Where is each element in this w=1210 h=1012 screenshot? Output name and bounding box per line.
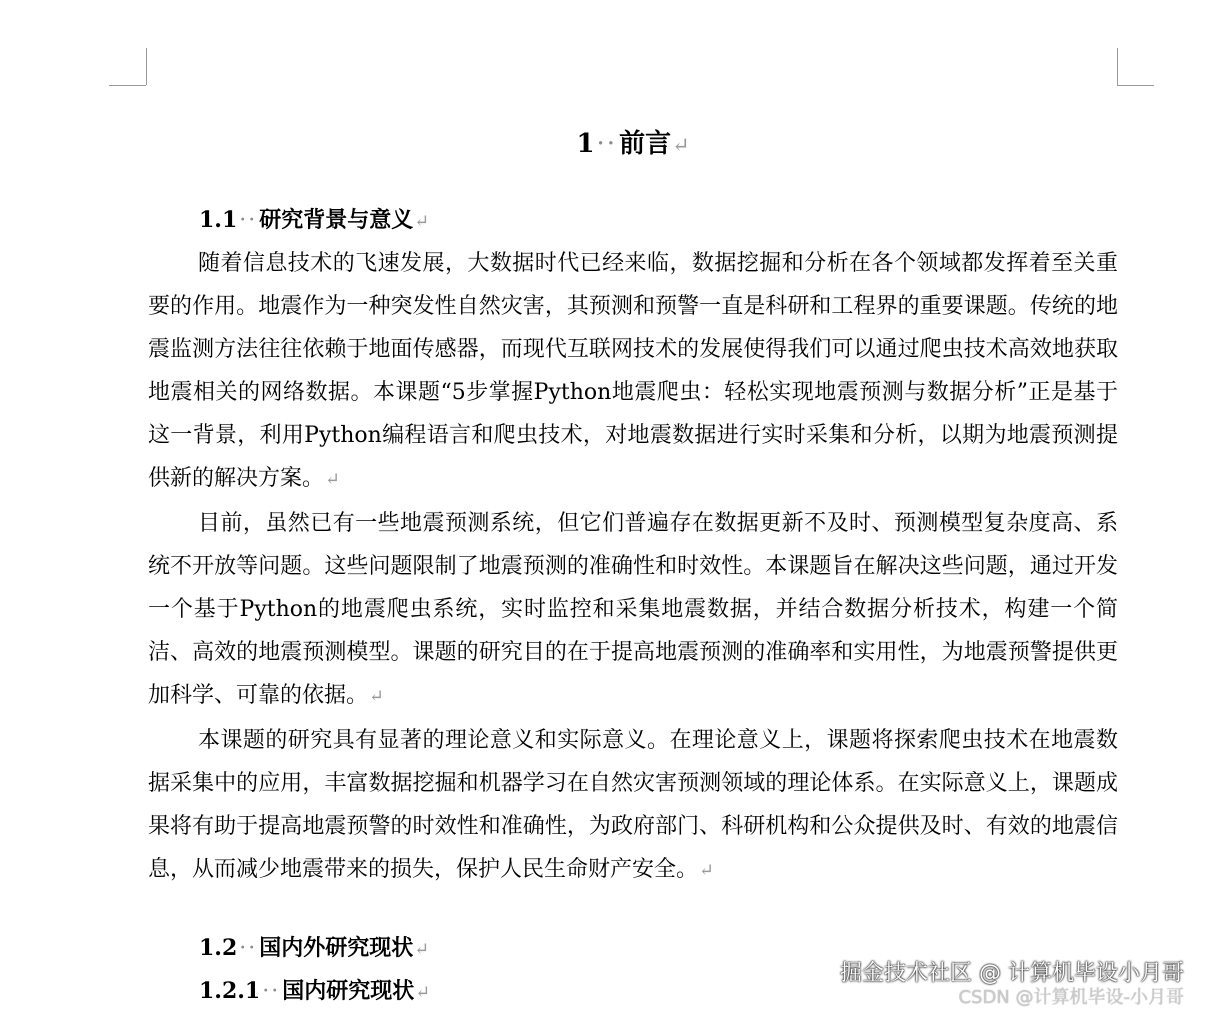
paragraph-text: 随着信息技术的飞速发展，大数据时代已经来临，数据挖掘和分析在各个领域都发挥着至关重要的作用。地震作为一种突发性自然灾害，其预测和预警一直是科研和工程界的重要课题。传统的地震监测方法往往依赖于地面传感器，而现代互联网技术的发展使得我们可以通过爬虫技术高效地获取地震相关的网络数据。本课题“5步掌握Python地震爬虫：轻松实现地震预测与数据分析”正是基于这一背景，利用Python编程语言和爬虫技术，对地震数据进行实时采集和分析，以期为地震预测提供新的解决方案。 — [148, 251, 1118, 491]
crop-mark-top-right-horizontal — [1117, 85, 1154, 86]
section-heading-1-1 — [199, 205, 429, 237]
paragraph-mark-icon: ↵ — [414, 940, 430, 960]
paragraph — [148, 242, 1118, 502]
paragraph-mark-icon: ↵ — [325, 470, 340, 490]
section-title: 研究背景与意义 — [259, 207, 414, 233]
chapter-title — [0, 124, 1210, 165]
paragraph-mark-icon: ↵ — [699, 861, 714, 881]
crop-mark-top-right-vertical — [1117, 48, 1118, 85]
chapter-title-text: 前言 — [619, 129, 672, 159]
crop-mark-top-left-vertical — [146, 48, 147, 85]
section-number: 1.2.1 — [199, 978, 261, 1004]
heading-dots: ·· — [596, 129, 618, 159]
heading-dots: ·· — [239, 936, 258, 961]
paragraph-mark-icon: ↵ — [369, 687, 384, 707]
paragraph-mark-icon: ↵ — [415, 983, 431, 1003]
body-text — [148, 242, 1118, 893]
section-title: 国内研究现状 — [282, 978, 415, 1004]
section-title: 国内外研究现状 — [259, 935, 414, 961]
paragraph-mark-icon: ↵ — [672, 133, 690, 157]
section-heading-1-2-1 — [199, 976, 430, 1008]
paragraph — [148, 502, 1118, 719]
heading-dots: ·· — [262, 979, 281, 1004]
section-heading-1-2 — [199, 933, 429, 965]
heading-dots: ·· — [239, 208, 258, 233]
paragraph-text: 本课题的研究具有显著的理论意义和实际意义。在理论意义上，课题将探索爬虫技术在地震数据采集中的应用，丰富数据挖掘和机器学习在自然灾害预测领域的理论体系。在实际意义上，课题成果将有助于提高地震预警的时效性和准确性，为政府部门、科研机构和公众提供及时、有效的地震信息，从而减少地震带来的损失，保护人民生命财产安全。 — [148, 728, 1118, 882]
section-number: 1.1 — [199, 207, 238, 233]
chapter-number: 1 — [576, 129, 595, 159]
paragraph — [148, 719, 1118, 893]
section-number: 1.2 — [199, 935, 238, 961]
paragraph-mark-icon: ↵ — [414, 212, 430, 232]
crop-mark-top-left-horizontal — [109, 85, 146, 86]
csdn-watermark: CSDN @计算机毕设-小月哥 — [958, 987, 1184, 1008]
paragraph-text: 目前，虽然已有一些地震预测系统，但它们普遍存在数据更新不及时、预测模型复杂度高、系统不开放等问题。这些问题限制了地震预测的准确性和时效性。本课题旨在解决这些问题，通过开发一个基于Python的地震爬虫系统，实时监控和采集地震数据，并结合数据分析技术，构建一个简洁、高效的地震预测模型。课题的研究目的在于提高地震预测的准确率和实用性，为地震预警提供更加科学、可靠的依据。 — [148, 511, 1118, 708]
juejin-watermark: 掘金技术社区 @ 计算机毕设小月哥 — [840, 961, 1184, 986]
